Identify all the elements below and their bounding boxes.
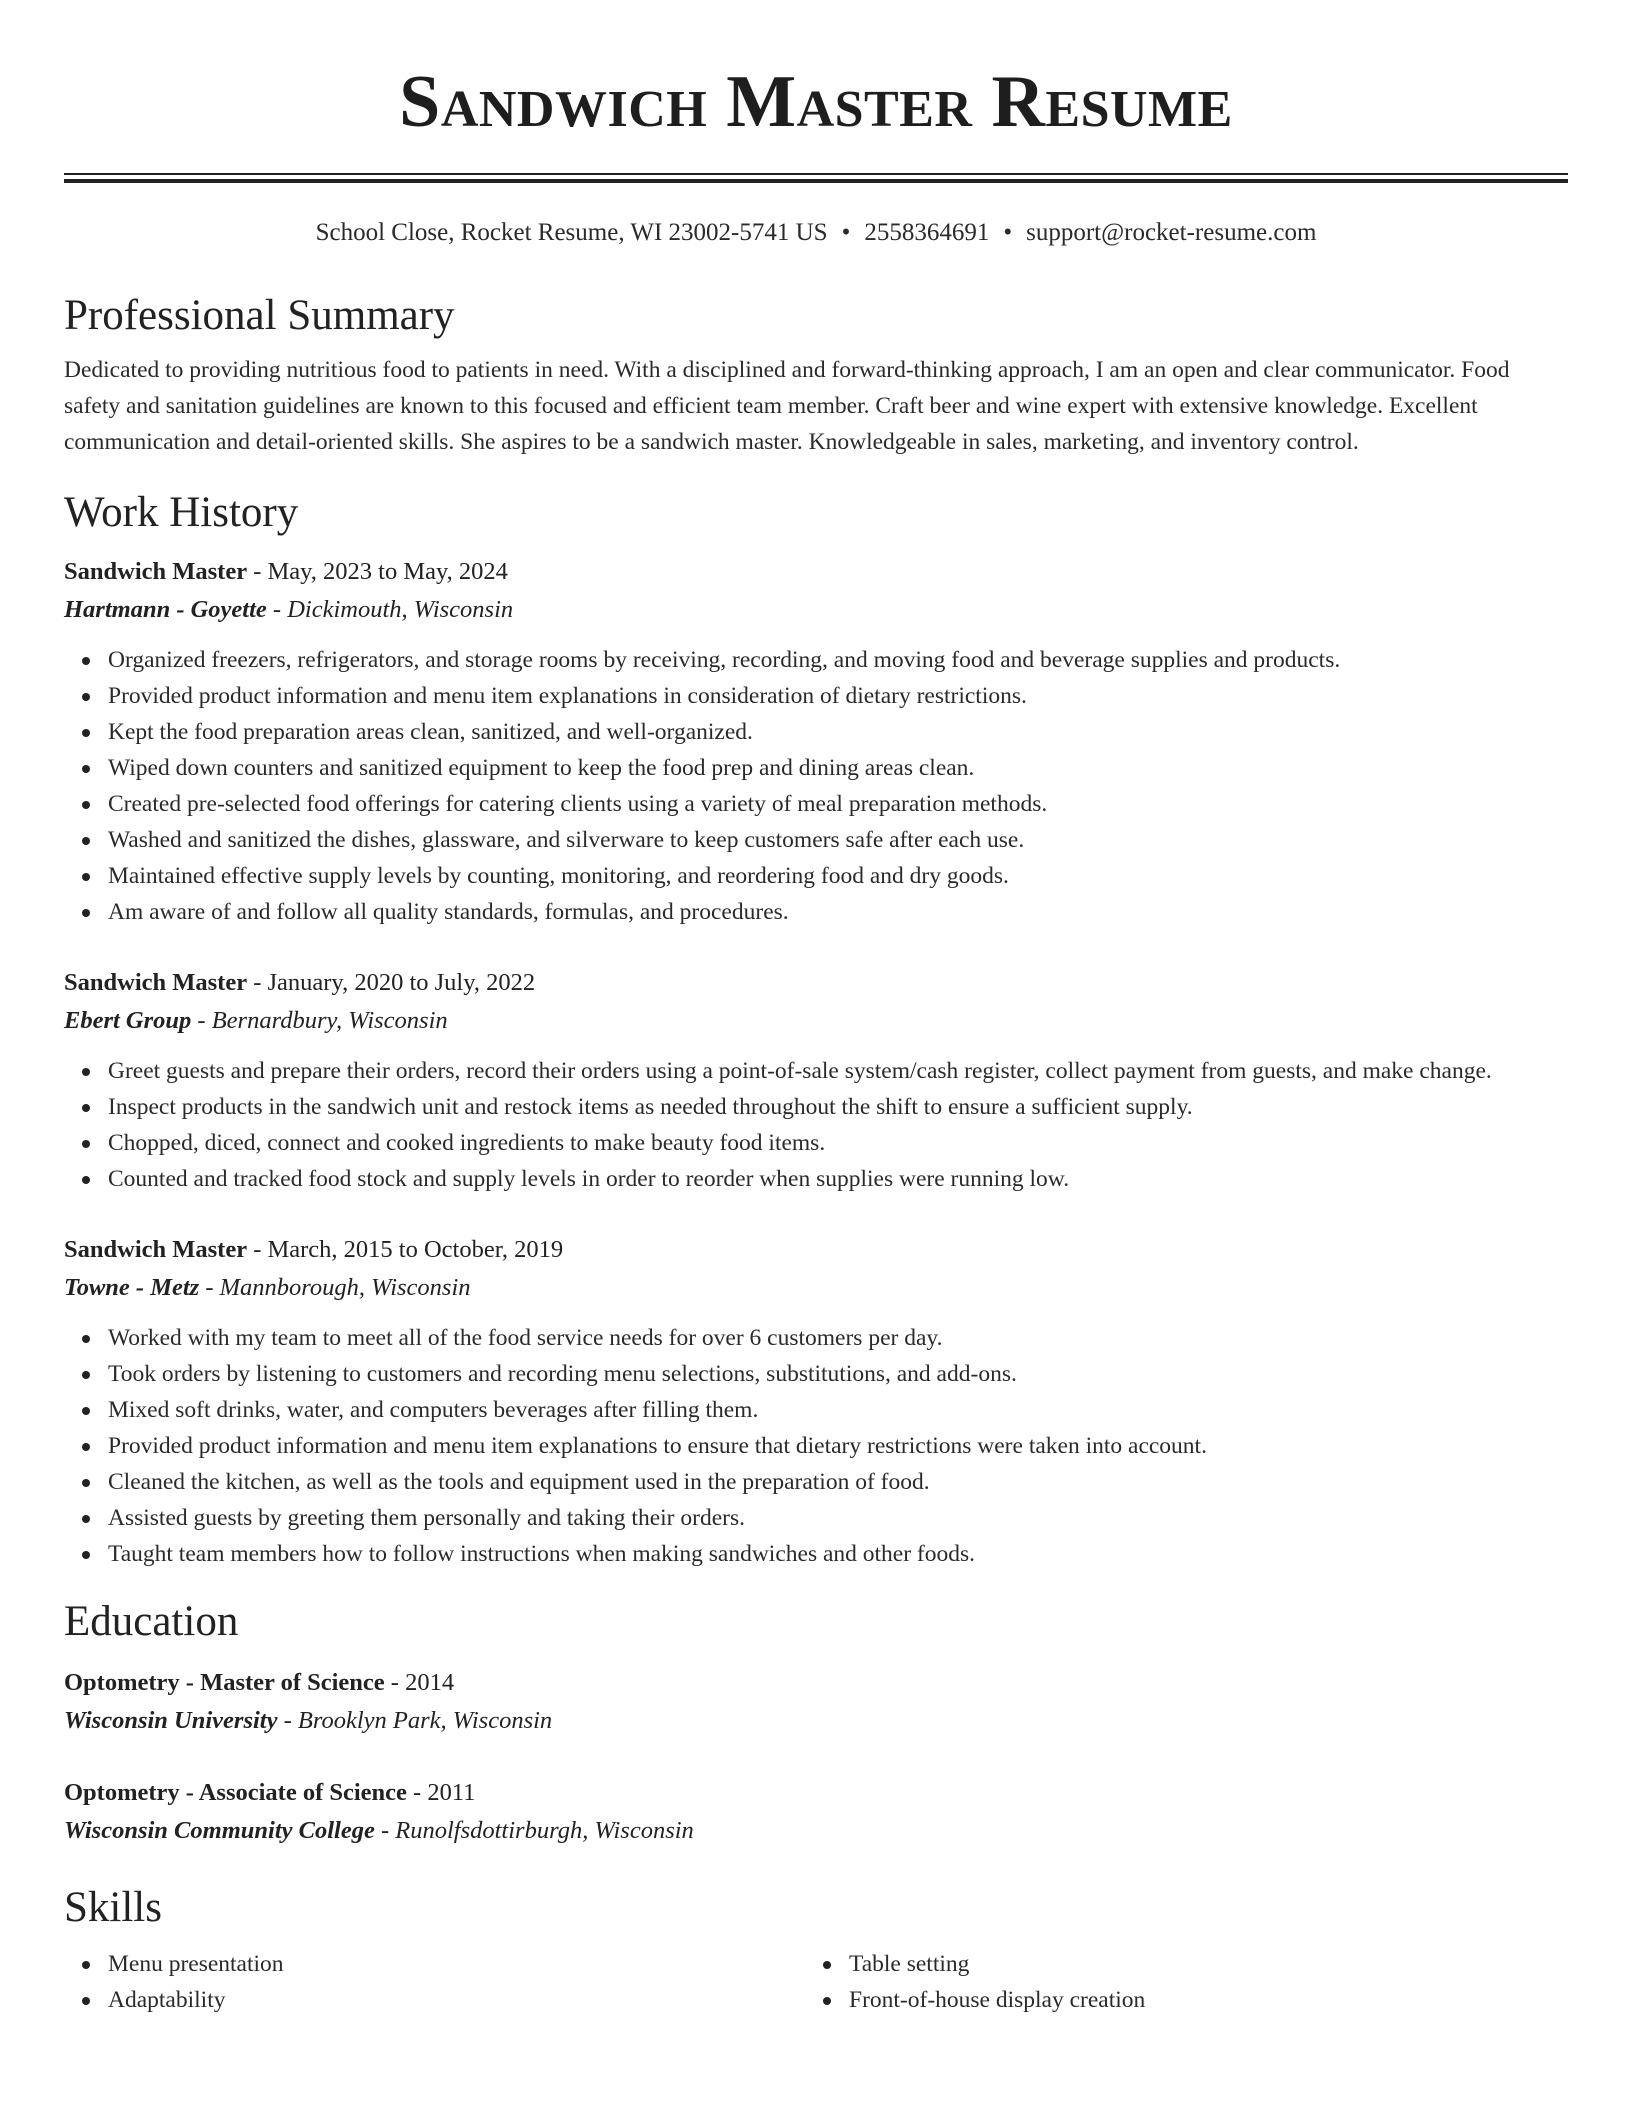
job-duty: Assisted guests by greeting them personally and taking their orders.	[108, 1500, 1568, 1536]
job-title-line	[64, 1231, 1568, 1269]
job-duty: Wiped down counters and sanitized equipment to keep the food prep and dining areas clean.	[108, 750, 1568, 786]
school-line	[64, 1702, 1568, 1740]
summary-text: Dedicated to providing nutritious food to patients in need. With a disciplined and forward-thinking approach, I am an open and clear communicator. Food safety and sanitation guidelines are known to this focused and efficient team member. Craft beer and wine expert with extensive knowledge. Excellent communication and detail-oriented skills. She aspires to be a sandwich master. Knowledgeable in sales, marketing, and inventory control.	[64, 357, 1510, 455]
job-company-line	[64, 591, 1568, 629]
job-entry	[64, 964, 1568, 1197]
school-location: - Brooklyn Park, Wisconsin	[277, 1707, 553, 1734]
job-company: Ebert Group	[64, 1007, 192, 1034]
job-company-line	[64, 1269, 1568, 1307]
job-duty: Inspect products in the sandwich unit and restock items as needed throughout the shift to ensure a sufficient supply.	[108, 1089, 1568, 1125]
job-duties-list	[64, 1053, 1568, 1197]
contact-line	[64, 216, 1568, 250]
skill-item: Menu presentation	[108, 1946, 805, 1982]
contact-separator: •	[1003, 219, 1013, 246]
job-duty: Provided product information and menu item explanations to ensure that dietary restrictions were taken into account.	[108, 1428, 1568, 1464]
job-duty: Washed and sanitized the dishes, glassware, and silverware to keep customers safe after each use.	[108, 822, 1568, 858]
job-duties-list	[64, 1320, 1568, 1572]
degree-line	[64, 1664, 1568, 1702]
skills-grid	[64, 1946, 1568, 2018]
job-duty: Mixed soft drinks, water, and computers beverages after filling them.	[108, 1392, 1568, 1428]
skill-item: Table setting	[849, 1946, 1546, 1982]
job-duties-list	[64, 642, 1568, 930]
job-location: - Mannborough, Wisconsin	[199, 1274, 471, 1301]
skills-list-left	[64, 1946, 805, 2018]
contact-email: support@rocket-resume.com	[1026, 219, 1317, 246]
job-duty: Worked with my team to meet all of the food service needs for over 6 customers per day.	[108, 1320, 1568, 1356]
job-duty: Organized freezers, refrigerators, and storage rooms by receiving, recording, and moving food and beverage supplies and products.	[108, 642, 1568, 678]
job-company: Hartmann - Goyette	[64, 596, 267, 623]
job-entry	[64, 1231, 1568, 1572]
school-name: Wisconsin Community College	[64, 1817, 375, 1844]
degree-year: - 2011	[406, 1779, 476, 1806]
contact-separator: •	[841, 219, 851, 246]
school-name: Wisconsin University	[64, 1707, 278, 1734]
school-location: - Runolfsdottirburgh, Wisconsin	[374, 1817, 694, 1844]
skill-item: Front-of-house display creation	[849, 1982, 1546, 2018]
education-heading: Education	[64, 1598, 239, 1645]
job-title-line	[64, 553, 1568, 591]
job-location: - Bernardbury, Wisconsin	[191, 1007, 448, 1034]
degree-year: - 2014	[384, 1669, 455, 1696]
job-role: Sandwich Master	[64, 969, 248, 996]
job-company: Towne - Metz	[64, 1274, 200, 1301]
degree-line	[64, 1774, 1568, 1812]
job-title-line	[64, 964, 1568, 1002]
job-duty: Maintained effective supply levels by counting, monitoring, and reordering food and dry goods.	[108, 858, 1568, 894]
education-entry	[64, 1664, 1568, 1740]
job-dates: - May, 2023 to May, 2024	[247, 558, 508, 585]
job-entry	[64, 553, 1568, 930]
contact-phone: 2558364691	[864, 219, 990, 246]
work-history-heading: Work History	[64, 489, 299, 536]
skill-item: Adaptability	[108, 1982, 805, 2018]
title-divider	[64, 173, 1568, 183]
job-duty: Greet guests and prepare their orders, record their orders using a point-of-sale system/cash register, collect payment from guests, and make change.	[108, 1053, 1568, 1089]
job-company-line	[64, 1002, 1568, 1040]
job-duty: Created pre-selected food offerings for catering clients using a variety of meal preparation methods.	[108, 786, 1568, 822]
job-dates: - March, 2015 to October, 2019	[247, 1236, 564, 1263]
job-duty: Kept the food preparation areas clean, sanitized, and well-organized.	[108, 714, 1568, 750]
job-duty: Taught team members how to follow instructions when making sandwiches and other foods.	[108, 1536, 1568, 1572]
job-duty: Am aware of and follow all quality standards, formulas, and procedures.	[108, 894, 1568, 930]
job-dates: - January, 2020 to July, 2022	[247, 969, 536, 996]
skills-list-right	[805, 1946, 1546, 2018]
resume-title: Sandwich Master Resume	[399, 61, 1233, 143]
summary-heading: Professional Summary	[64, 292, 455, 339]
job-location: - Dickimouth, Wisconsin	[266, 596, 514, 623]
education-entry	[64, 1774, 1568, 1850]
job-duty: Took orders by listening to customers and recording menu selections, substitutions, and add-ons.	[108, 1356, 1568, 1392]
contact-address: School Close, Rocket Resume, WI 23002-5741 US	[315, 219, 828, 246]
job-role: Sandwich Master	[64, 558, 248, 585]
job-duty: Provided product information and menu item explanations in consideration of dietary restrictions.	[108, 678, 1568, 714]
degree-name: Optometry - Master of Science	[64, 1669, 385, 1696]
job-role: Sandwich Master	[64, 1236, 248, 1263]
job-duty: Cleaned the kitchen, as well as the tools and equipment used in the preparation of food.	[108, 1464, 1568, 1500]
job-duty: Chopped, diced, connect and cooked ingredients to make beauty food items.	[108, 1125, 1568, 1161]
job-duty: Counted and tracked food stock and supply levels in order to reorder when supplies were running low.	[108, 1161, 1568, 1197]
school-line	[64, 1812, 1568, 1850]
skills-heading: Skills	[64, 1884, 162, 1931]
degree-name: Optometry - Associate of Science	[64, 1779, 407, 1806]
